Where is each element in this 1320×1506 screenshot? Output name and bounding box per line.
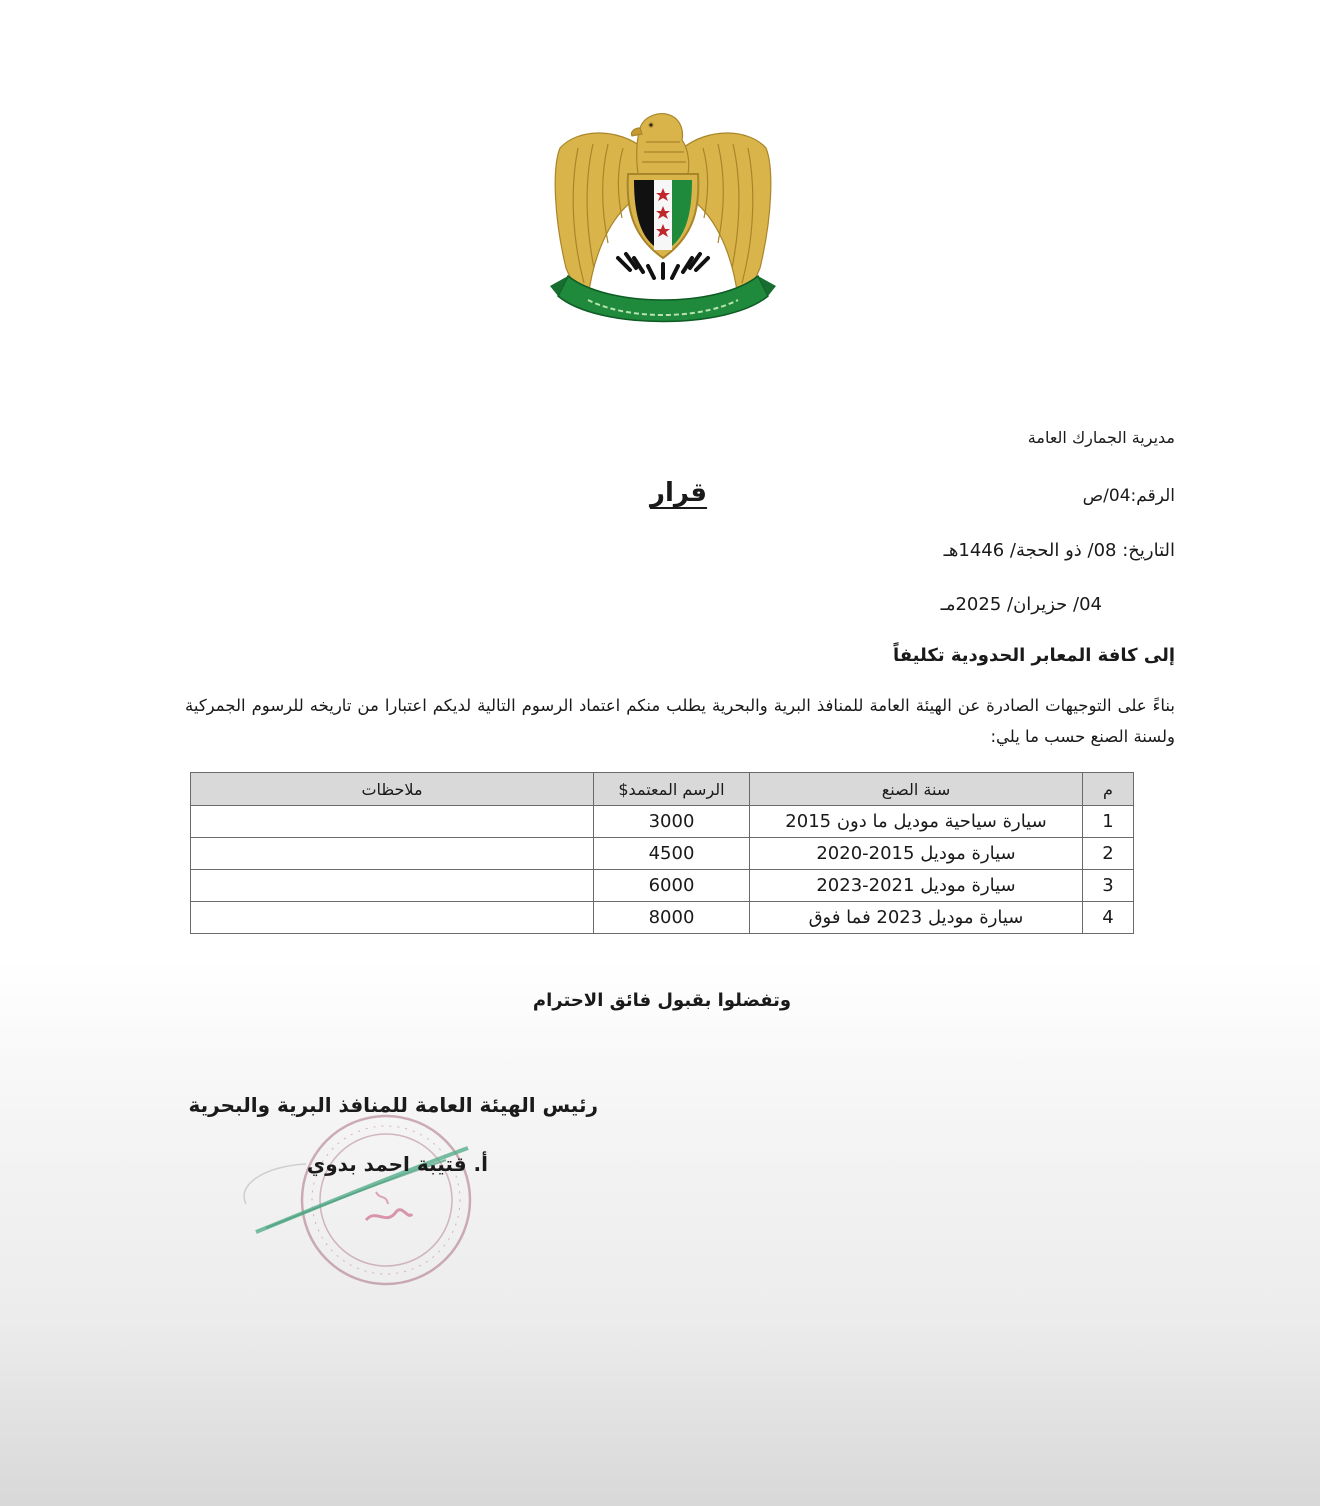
- header-notes: ملاحظات: [191, 773, 594, 806]
- header-approved-fee: الرسم المعتمد$: [594, 773, 750, 806]
- addressee: إلى كافة المعابر الحدودية تكليفاً: [892, 645, 1175, 666]
- reference-number: الرقم:04/ص: [1082, 486, 1175, 506]
- table-header-row: [191, 773, 1134, 806]
- eagle-head: [631, 114, 688, 174]
- row-number: 3: [1083, 870, 1134, 902]
- eagle-left-wing: [555, 133, 643, 298]
- table-row: [191, 902, 1134, 934]
- signer-name: أ. قتيبة احمد بدوي: [306, 1152, 488, 1176]
- customs-fees-table: [190, 772, 1134, 934]
- table-row: [191, 838, 1134, 870]
- flag-shield: [628, 174, 699, 258]
- decision-title: قرار: [650, 478, 708, 508]
- row-number: 2: [1083, 838, 1134, 870]
- body-paragraph: بناءً على التوجيهات الصادرة عن الهيئة العامة للمنافذ البرية والبحرية يطلب منكم اعتماد الرسوم التالية لديكم اعتبارا من تاريخه للرسوم الجمركية ولسنة الصنع حسب ما يلي:: [185, 696, 1175, 746]
- closing-salutation: [0, 990, 1320, 1011]
- official-stamp: [236, 1108, 486, 1288]
- row-fee: 8000: [594, 902, 750, 934]
- syrian-emblem-logo: [548, 108, 778, 340]
- row-number: 1: [1083, 806, 1134, 838]
- gregorian-date: 04/ حزيران/ 2025مـ: [940, 594, 1102, 615]
- row-manufacture-year: سيارة موديل 2015-2020: [750, 838, 1083, 870]
- row-fee: 3000: [594, 806, 750, 838]
- row-notes: [191, 870, 594, 902]
- hijri-date: التاريخ: 08/ ذو الحجة/ 1446هـ: [943, 540, 1175, 561]
- row-notes: [191, 806, 594, 838]
- row-notes: [191, 902, 594, 934]
- header-number: م: [1083, 773, 1134, 806]
- row-manufacture-year: سيارة سياحية موديل ما دون 2015: [750, 806, 1083, 838]
- directorate-name: مديرية الجمارك العامة: [1027, 428, 1175, 447]
- eagle-right-wing: [683, 133, 771, 298]
- closing-text: وتفضلوا بقبول فائق الاحترام: [532, 990, 792, 1011]
- row-number: 4: [1083, 902, 1134, 934]
- row-fee: 4500: [594, 838, 750, 870]
- row-notes: [191, 838, 594, 870]
- table-row: [191, 806, 1134, 838]
- row-manufacture-year: سيارة موديل 2023 فما فوق: [750, 902, 1083, 934]
- table-row: [191, 870, 1134, 902]
- row-manufacture-year: سيارة موديل 2021-2023: [750, 870, 1083, 902]
- signer-title: رئيس الهيئة العامة للمنافذ البرية والبحرية: [188, 1093, 598, 1117]
- header-manufacture-year: سنة الصنع: [750, 773, 1083, 806]
- row-fee: 6000: [594, 870, 750, 902]
- stamp-seal: [302, 1116, 470, 1284]
